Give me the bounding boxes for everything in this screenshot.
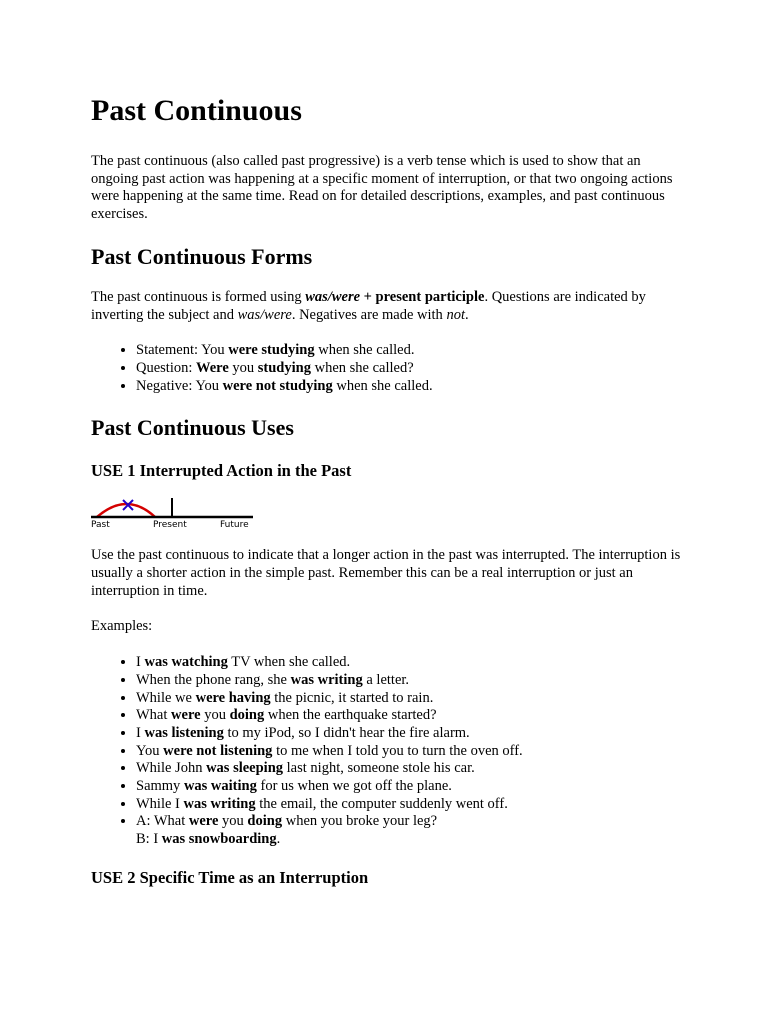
list-item: • Question: Were you studying when she called? [136,360,681,378]
list-item: • I was watching TV when she called. [136,654,681,672]
timeline-label-present: Present [153,520,187,530]
list-item: • You were not listening to me when I told you to turn the oven off. [136,743,681,761]
page-title: Past Continuous [91,94,302,127]
forms-list [91,342,681,395]
forms-heading: Past Continuous Forms [91,243,313,269]
list-item-dialog: • A: What were you doing when you broke your leg? B: I was snowboarding. [136,813,681,848]
intro-paragraph: The past continuous (also called past progressive) is a verb tense which is used to show that an ongoing past action was happening at a specific moment of interruption, or that two ongoing actions were happening at the same time. Read on for detailed descriptions, examples, and past continuous exercises. [91,153,673,223]
use1-heading: USE 1 Interrupted Action in the Past [91,461,352,481]
forms-paragraph: The past continuous is formed using was/were + present participle. Questions are indicated by inverting the subject and was/were. Negatives are made with not. [91,288,646,323]
list-item: • While we were having the picnic, it started to rain. [136,690,681,708]
use2-heading: USE 2 Specific Time as an Interruption [91,867,369,887]
timeline-label-past: Past [91,520,110,530]
examples-label: Examples: [91,618,153,635]
list-item: • Sammy was waiting for us when we got off the plane. [136,778,681,796]
list-item: • What were you doing when the earthquake started? [136,707,681,725]
list-item: • Statement: You were studying when she called. [136,342,681,360]
use1-paragraph: Use the past continuous to indicate that a longer action in the past was interrupted. The interruption is usually a shorter action in the simple past. Remember this can be a real interruption or just an interruption in time. [91,547,681,599]
examples-list [91,654,681,849]
list-item: • Negative: You were not studying when she called. [136,378,681,396]
document-page [91,92,681,902]
list-item: • While I was writing the email, the computer suddenly went off. [136,796,681,814]
timeline-diagram [91,495,255,529]
list-item: • I was listening to my iPod, so I didn't hear the fire alarm. [136,725,681,743]
list-item: • When the phone rang, she was writing a letter. [136,672,681,690]
timeline-label-future: Future [220,520,249,530]
uses-heading: Past Continuous Uses [91,415,294,441]
list-item: • While John was sleeping last night, someone stole his car. [136,760,681,778]
